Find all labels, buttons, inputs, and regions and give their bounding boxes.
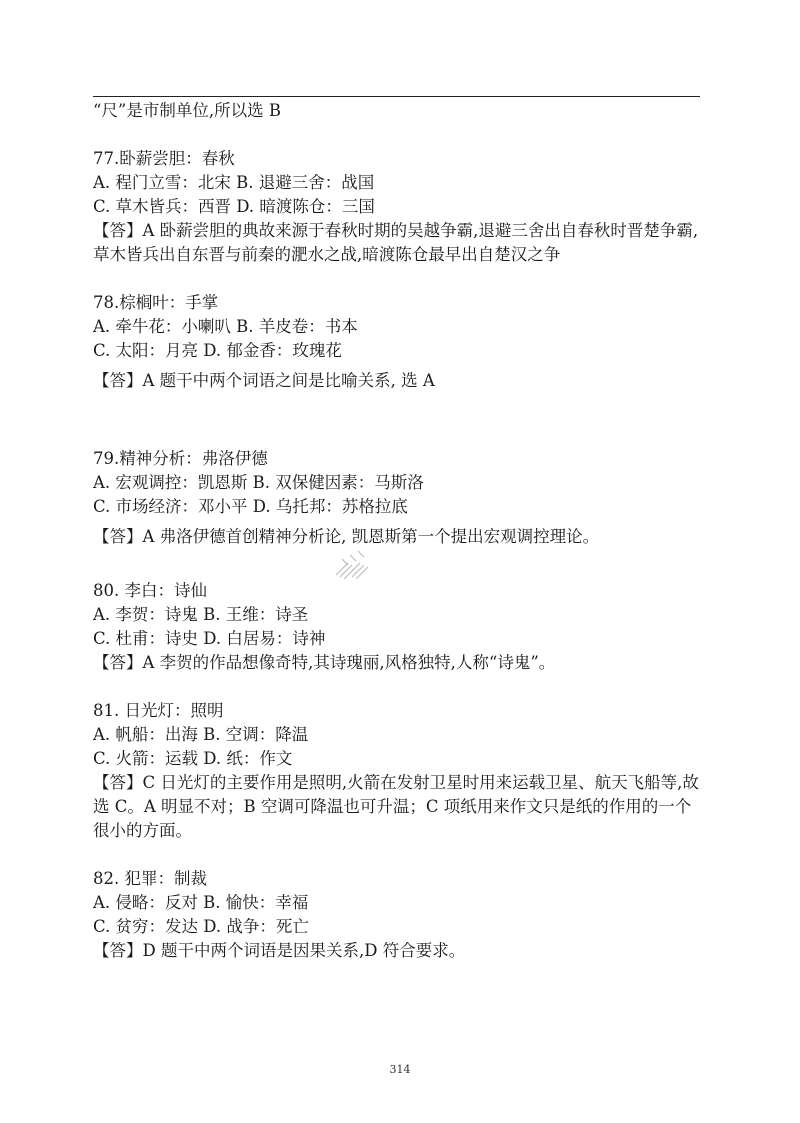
question-77	[93, 147, 703, 267]
options-cd: C. 贫穷：发达 D. 战争：死亡	[93, 917, 309, 936]
answer-text: A 题干中两个词语之间是比喻关系, 选 A	[142, 371, 435, 390]
page-number: 314	[389, 1063, 411, 1076]
answer	[93, 525, 703, 549]
question-stem: 77.卧薪尝胆：春秋	[93, 149, 235, 168]
answer-tag: 【答】	[93, 371, 143, 390]
answer-tag: 【答】	[93, 221, 143, 240]
intro-text: “尺”是市制单位,所以选 B	[93, 101, 281, 120]
answer	[93, 219, 703, 267]
options-cd: C. 火箭：运载 D. 纸：作文	[93, 749, 293, 768]
question-80	[93, 579, 703, 675]
answer	[93, 651, 703, 675]
answer-tag: 【答】	[93, 773, 143, 792]
options-ab: A. 牵牛花：小喇叭 B. 羊皮卷：书本	[93, 317, 358, 336]
answer	[93, 369, 703, 393]
question-stem: 78.棕榈叶：手掌	[93, 293, 219, 312]
question-82	[93, 867, 703, 963]
options-ab: A. 李贺：诗鬼 B. 王维：诗圣	[93, 605, 309, 624]
question-stem: 80. 李白：诗仙	[93, 581, 207, 600]
question-78	[93, 291, 703, 393]
answer-text: A 弗洛伊德首创精神分析论, 凯恩斯第一个提出宏观调控理论。	[142, 527, 600, 546]
answer-tag: 【答】	[93, 653, 143, 672]
answer-tag: 【答】	[93, 527, 143, 546]
answer-text: A 李贺的作品想像奇特,其诗瑰丽,风格独特,人称“诗鬼”。	[142, 653, 556, 672]
answer	[93, 939, 703, 963]
question-stem: 82. 犯罪：制裁	[93, 869, 207, 888]
options-ab: A. 宏观调控：凯恩斯 B. 双保健因素：马斯洛	[93, 473, 424, 492]
watermark-icon	[334, 545, 374, 581]
question-79	[93, 447, 703, 549]
question-stem: 79.精神分析：弗洛伊德	[93, 449, 268, 468]
options-cd: C. 杜甫：诗史 D. 白居易：诗神	[93, 629, 326, 648]
question-81	[93, 699, 703, 843]
header-rule	[93, 96, 700, 97]
answer-text: C 日光灯的主要作用是照明,火箭在发射卫星时用来运载卫星、航天飞船等,故选 C。A 明显不对；B 空调可降温也可升温；C 项纸用来作文只是纸的作用的一个很小的方面。	[93, 773, 699, 840]
question-stem: 81. 日光灯：照明	[93, 701, 224, 720]
options-ab: A. 侵略：反对 B. 愉快：幸福	[93, 893, 309, 912]
answer-text: A 卧薪尝胆的典故来源于春秋时期的吴越争霸,退避三舍出自春秋时晋楚争霸,草木皆兵出自东晋与前秦的淝水之战,暗渡陈仓最早出自楚汉之争	[93, 221, 699, 264]
options-cd: C. 草木皆兵：西晋 D. 暗渡陈仓：三国	[93, 197, 375, 216]
answer-text: D 题干中两个词语是因果关系,D 符合要求。	[142, 941, 466, 960]
answer	[93, 771, 703, 843]
answer-tag: 【答】	[93, 941, 143, 960]
options-ab: A. 帆船：出海 B. 空调：降温	[93, 725, 309, 744]
options-cd: C. 市场经济：邓小平 D. 乌托邦：苏格拉底	[93, 497, 408, 516]
options-cd: C. 太阳：月亮 D. 郁金香：玫瑰花	[93, 341, 342, 360]
options-ab: A. 程门立雪：北宋 B. 退避三舍：战国	[93, 173, 375, 192]
page-content	[93, 99, 703, 963]
